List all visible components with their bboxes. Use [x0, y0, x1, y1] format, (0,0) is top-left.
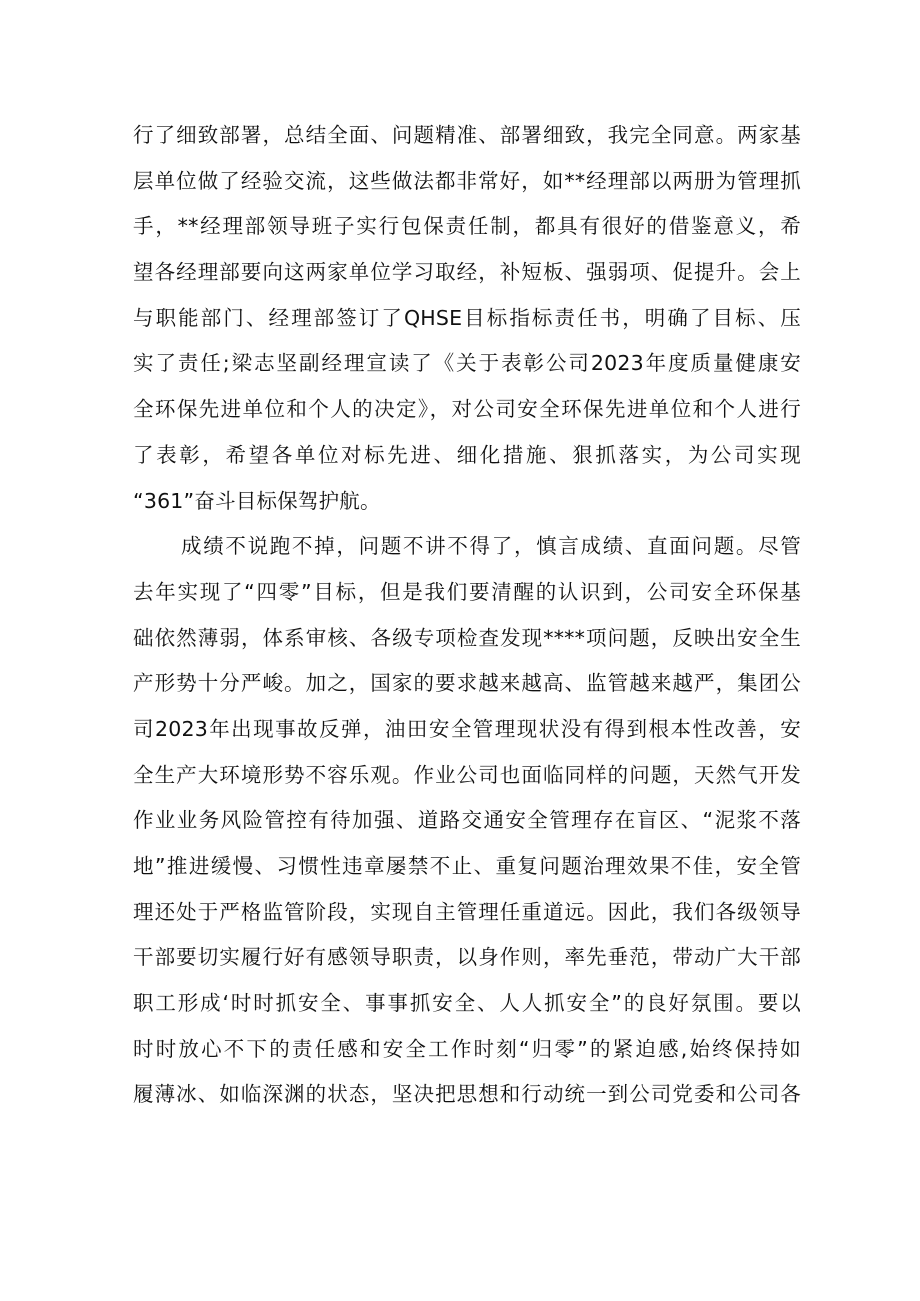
- paragraph-2: [133, 524, 801, 1118]
- text-line: 时时放心不下的责任感和安全工作时刻“归零”的紧迫感,始终保持如: [133, 1036, 801, 1061]
- text-line: 实了责任;梁志坚副经理宣读了《关于表彰公司2023年度质量健康安: [133, 351, 801, 376]
- text-line: 司2023年出现事故反弹，油田安全管理现状没有得到根本性改善，安: [133, 716, 801, 741]
- text-line: 手，**经理部领导班子实行包保责任制，都具有很好的借鉴意义，希: [133, 214, 801, 239]
- text-line: 础依然薄弱，体系审核、各级专项检查发现****项问题，反映出安全生: [133, 625, 801, 650]
- text-line: 全环保先进单位和个人的决定》，对公司安全环保先进单位和个人进行: [133, 397, 801, 422]
- text-line: 履薄冰、如临深渊的状态，坚决把思想和行动统一到公司党委和公司各: [133, 1082, 801, 1107]
- text-line: 望各经理部要向这两家单位学习取经，补短板、强弱项、促提升。会上: [133, 260, 801, 285]
- text-line: 理还处于严格监管阶段，实现自主管理任重道远。因此，我们各级领导: [133, 899, 801, 924]
- text-line: 行了细致部署，总结全面、问题精准、部署细致，我完全同意。两家基: [133, 123, 801, 147]
- text-line: 与职能部门、经理部签订了QHSE目标指标责任书，明确了目标、压: [133, 305, 801, 330]
- text-line: 成绩不说跑不掉，问题不讲不得了，慎言成绩、直面问题。尽管: [181, 534, 801, 559]
- paragraph-1: [133, 113, 801, 524]
- text-line: 层单位做了经验交流，这些做法都非常好，如**经理部以两册为管理抓: [133, 168, 801, 193]
- text-line: “361”奋斗目标保驾护航。: [133, 488, 381, 513]
- text-line: 作业业务风险管控有待加强、道路交通安全管理存在盲区、“泥浆不落: [133, 808, 801, 833]
- text-line: 职工形成‘时时抓安全、事事抓安全、人人抓安全”的良好氛围。要以: [133, 991, 801, 1016]
- text-line: 产形势十分严峻。加之，国家的要求越来越高、监管越来越严，集团公: [133, 671, 801, 696]
- text-line: 了表彰，希望各单位对标先进、细化措施、狠抓落实，为公司实现: [133, 442, 801, 467]
- text-line: 地”推进缓慢、习惯性违章屡禁不止、重复问题治理效果不佳，安全管: [133, 854, 801, 878]
- document-body: [133, 113, 801, 1118]
- text-line: 去年实现了“四零”目标，但是我们要清醒的认识到，公司安全环保基: [133, 579, 801, 604]
- text-line: 干部要切实履行好有感领导职责，以身作则，率先垂范，带动广大干部: [133, 945, 801, 970]
- text-line: 全生产大环境形势不容乐观。作业公司也面临同样的问题，天然气开发: [133, 762, 801, 787]
